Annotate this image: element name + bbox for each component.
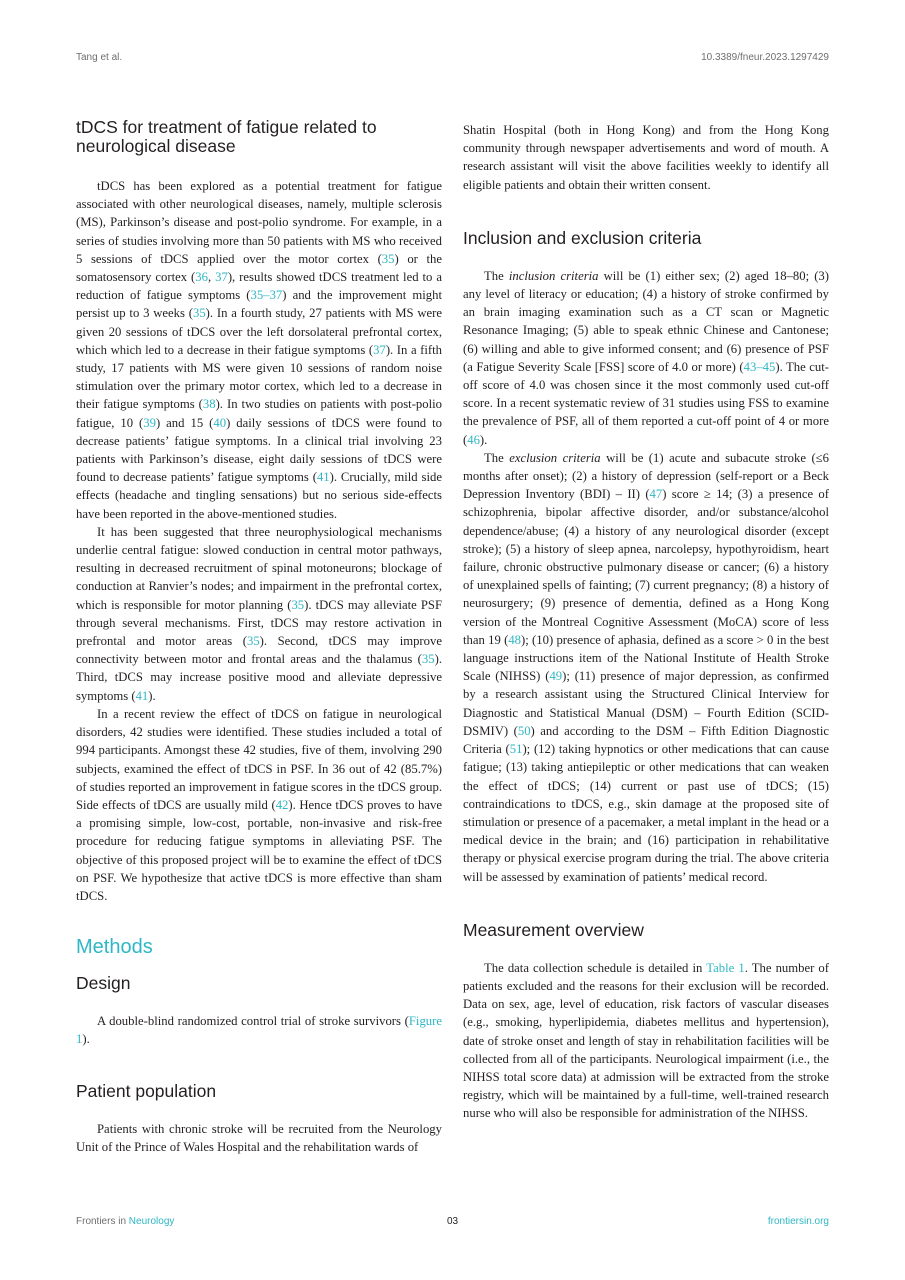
citation-link[interactable]: 37: [373, 342, 386, 357]
citation-link[interactable]: 39: [143, 415, 156, 430]
citation-link[interactable]: 35: [192, 306, 206, 321]
text: A double-blind randomized control trial of stroke survivors (: [97, 1014, 409, 1029]
running-head-doi[interactable]: 10.3389/fneur.2023.1297429: [701, 52, 829, 63]
text: ). tDCS may alleviate PSF through several mechanisms. First, tDCS may restore activation in prefrontal and motor areas (: [76, 597, 443, 649]
text: ) and the improvement might persist up to 3 weeks (: [76, 288, 442, 321]
text: ).: [82, 1032, 90, 1047]
text: ); (12) taking hypnotics or other medications that can cause fatigue; (13) taking antiepileptic or other medications that can weaken the effect of tDCS; (14) current or past use of tDCS; (15) contraindications to tDCS, e.g., skin damage at the proposed site of stimulation or presence of a pacemaker, a metal implant in the head or a medical device in the brain; and (16) participation in rehabilitative therapy or physical exercise program during the trial. The above criteria will be assessed by examination of patients’ medical record.: [463, 742, 829, 884]
text: ). The cut-off score of 4.0 was chosen since it the most commonly used cut-off score. In a recent systematic review of 31 studies using FSS to examine the prevalence of PSF, all of them reported a cut-off point of 4 or more (: [463, 359, 829, 447]
text: tDCS has been explored as a potential treatment for fatigue associated with other neurological diseases, namely, multiple sclerosis (MS), Parkinson’s disease and post-polio syndrome. For example, in a series of studies involving more than 50 patients with MS who received 5 sessions of tDCS applied over the motor cortex (: [76, 179, 442, 266]
subsection-heading-measurement: Measurement overview: [463, 919, 644, 940]
subsection-heading-population: Patient population: [76, 1080, 217, 1101]
text: will be (1) acute and subacute stroke (≤6 months after onset); (2) a history of depression (self-report or a Beck Depression Inventory (BDI) – II) (: [463, 450, 829, 502]
citation-link[interactable]: 36: [195, 270, 208, 285]
figure-link[interactable]: Figure 1: [76, 1014, 442, 1047]
citation-link[interactable]: 35: [291, 597, 305, 612]
text: The: [484, 450, 510, 465]
citation-link[interactable]: 41: [316, 470, 330, 485]
citation-link[interactable]: 48: [508, 632, 522, 647]
text: ) and 15 (: [155, 415, 214, 430]
term-exclusion: exclusion criteria: [509, 450, 601, 465]
text: ). In a fourth study, 27 patients with MS were given 20 sessions of tDCS over the left dorsolateral prefrontal cortex, which which led to a decrease in their fatigue symptoms (: [76, 306, 442, 357]
text: ) and according to the DSM – Fifth Edition Diagnostic Criteria (: [463, 723, 829, 757]
text: ).: [148, 688, 156, 703]
citation-link[interactable]: 40: [213, 415, 227, 430]
text: ). In a fifth study, 17 patients with MS were given 10 sessions of random noise stimulation over the primary motor cortex, which led to a decrease in their fatigue symptoms (: [76, 342, 442, 412]
citation-link[interactable]: 47: [649, 487, 663, 502]
text: ,: [207, 270, 216, 285]
table-link[interactable]: Table 1: [706, 960, 745, 975]
citation-link[interactable]: 41: [135, 688, 149, 703]
text: ) score ≥ 14; (3) a presence of schizophrenia, bipolar affective disorder, and/or substance/alcohol dependence/abuse; (4) a history of any neurological disorder (except stroke); (5) a history of sleep apnea, narcolepsy, hypothyroidism, heart failure, chronic obstructive pulmonary disease or cancer; (6) a history of unexplained spells of fainting; (7) current pregnancy; (8) a history of neurosurgery; (9) presence of dementia, defined as a Hong Kong version of the Montreal Cognitive Assessment (MoCA) score of less than 19 (: [463, 487, 829, 647]
footer-site-link[interactable]: frontiersin.org: [767, 1216, 829, 1227]
paragraph-tdcs-3: [76, 705, 442, 905]
citation-link[interactable]: 35: [381, 251, 395, 266]
paragraph-population: Patients with chronic stroke will be recruited from the Neurology Unit of the Prince of Wales Hospital and the rehabilitation wards of: [76, 1121, 442, 1154]
citation-link[interactable]: 43–45: [743, 359, 776, 374]
citation-link[interactable]: 35–37: [250, 288, 283, 303]
text: In a recent review the effect of tDCS on fatigue in neurological disorders, 42 studies were identified. These studies included a total of 994 participants. Amongst these 42 studies, five of them, involving 290 subjects, examined the effect of tDCS in PSF. In 36 out of 42 (85.7%) of studies reported an improvement in fatigue scores in the tDCS group. Side effects of tDCS are usually mild (: [76, 706, 442, 812]
footer-journal-name[interactable]: Neurology: [128, 1216, 175, 1227]
citation-link[interactable]: 49: [549, 669, 563, 684]
citation-link[interactable]: 37: [215, 270, 228, 285]
left-column: [76, 118, 442, 1156]
subsection-heading-design: Design: [76, 973, 131, 994]
text: ); (10) presence of aphasia, defined as a score > 0 in the best language instructions item of the National Institute of Health Stroke Scale (NIHSS) (: [463, 632, 829, 684]
text: will be (1) either sex; (2) aged 18–80; (3) any level of literacy or education; (4) a history of stroke confirmed by an brain imaging examination such as a CT scan or Magnetic Resonance Imaging; (5) able to speak ethnic Chinese and Cantonese; (6) willing and able to give informed consent; and (6) presence of PSF (a Fatigue Severity Scale [FSS] score of 4.0 or more) (: [463, 268, 830, 374]
section-heading-methods: Methods: [76, 936, 153, 959]
text: It has been suggested that three neurophysiological mechanisms underlie central fatigue: slowed conduction in central motor pathways, resulting in decreased recruitment of spinal motoneurons; blockage of conduction at Ranvier’s nodes; and impairment in the prefrontal cortex, which is responsible for motor planning (: [76, 524, 442, 612]
citation-link[interactable]: 46: [467, 432, 480, 447]
text: . The number of patients excluded and the reasons for their exclusion will be recorded. Data on sex, age, level of education, risk factors of vascular diseases (e.g., smoking, hyperlipidemia, diabetes mellitus and hypertension), date of stroke onset and length of stay in rehabilitation facilities will be collected from all of the participants. Neurological impairment (i.e., the NIHSS total score data) at admission will be extracted from the stroke registry, which will be maintained by a full-time, well-trained research nurse who will also be responsible for administration of the NIHSS.: [463, 960, 830, 1121]
citation-link[interactable]: 38: [202, 397, 216, 412]
citation-link[interactable]: 35: [246, 634, 260, 649]
section-heading-tdcs: tDCS for treatment of fatigue related to neurological disease: [76, 117, 377, 156]
text: ). Crucially, mild side effects (headache and tingling sensations) but no serious side-effects have been reported in the above-mentioned studies.: [76, 470, 442, 521]
paragraph-population-continued: Shatin Hospital (both in Hong Kong) and from the Hong Kong community through newspaper advertisements and word of mouth. A research assistant will visit the above facilities weekly to identify all eligible patients and obtain their written consent.: [463, 123, 829, 192]
text: The: [484, 268, 509, 283]
text: ), results showed tDCS treatment led to a reduction of fatigue symptoms (: [76, 270, 443, 303]
citation-link[interactable]: 51: [509, 742, 523, 757]
page-number: 03: [446, 1216, 459, 1227]
paragraph-measurement: [463, 959, 829, 1123]
text: ). Hence tDCS proves to have a promising simple, low-cost, portable, non-invasive and risk-free procedure for reducing fatigue symptoms in alleviating PSF. The objective of this proposed project will be to examine the effect of tDCS on PSF. We hypothesize that active tDCS is more effective than sham tDCS.: [76, 797, 442, 903]
text: ).: [479, 432, 488, 447]
running-head-authors: Tang et al.: [76, 52, 123, 63]
paragraph-tdcs-1: [76, 177, 442, 523]
text: ) daily sessions of tDCS were found to decrease patients’ fatigue symptoms. In a clinical trial involving 23 patients with Parkinson’s disease, eight daily sessions of tDCS were found to decrease patients’ fatigue symptoms (: [76, 415, 442, 485]
text: ); (11) presence of major depression, as confirmed by a research assistant using the Structured Clinical Interview for Diagnostic and Statistical Manual (DSM) – Fourth Edition (SCID-DSMIV) (: [463, 669, 829, 738]
text: The data collection schedule is detailed in: [484, 960, 707, 975]
footer-journal-prefix: Frontiers in: [76, 1216, 129, 1227]
citation-link[interactable]: 50: [517, 723, 531, 738]
paragraph-exclusion: [463, 449, 829, 886]
paragraph-inclusion: [463, 267, 829, 449]
paragraph-design: [76, 1012, 442, 1048]
text: ) or the somatosensory cortex (: [76, 251, 442, 285]
citation-link[interactable]: 42: [275, 797, 289, 812]
term-inclusion: inclusion criteria: [508, 268, 599, 283]
subsection-heading-criteria: Inclusion and exclusion criteria: [463, 227, 702, 248]
right-column: [463, 118, 829, 1123]
text: ). Second, tDCS may improve connectivity between motor and frontal areas and the thalamus (: [76, 634, 442, 667]
text: ). Third, tDCS may increase positive mood and alleviate depressive symptoms (: [76, 652, 442, 703]
text: ). In two studies on patients with post-polio fatigue, 10 (: [76, 397, 443, 430]
paragraph-tdcs-2: [76, 523, 442, 705]
citation-link[interactable]: 35: [421, 652, 435, 667]
